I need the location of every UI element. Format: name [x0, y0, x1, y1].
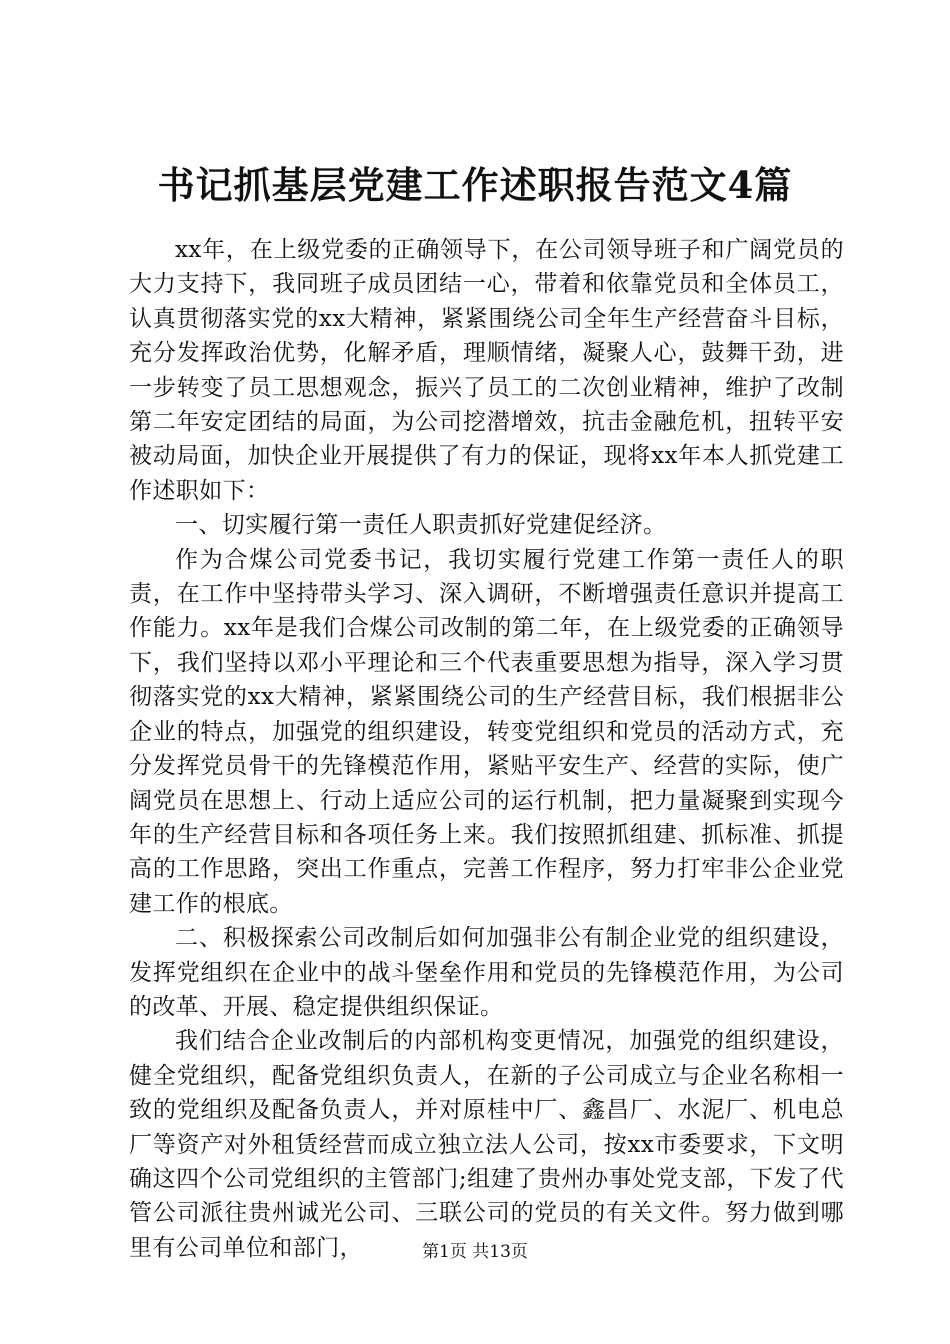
paragraph-section-1: 作为合煤公司党委书记，我切实履行党建工作第一责任人的职责，在工作中坚持带头学习、深入调研，不断增强责任意识并提高工作能力。xx年是我们合煤公司改制的第二年，在上级党委的正确领导下，我们坚持以邓小平理论和三个代表重要思想为指导，深入学习贯彻落实党的xx大精神，紧紧围绕公司的生产经营目标，我们根据非公企业的特点，加强党的组织建设，转变党组织和党员的活动方式，充分发挥党员骨干的先锋模范作用，紧贴平安生产、经营的实际，使广阔党员在思想上、行动上适应公司的运行机制，把力量凝聚到实现今年的生产经营目标和各项任务上来。我们按照抓组建、抓标准、抓提高的工作思路，突出工作重点，完善工作程序，努力打牢非公企业党建工作的根底。 [129, 546, 844, 917]
paragraph-section-2: 我们结合企业改制后的内部机构变更情况，加强党的组织建设，健全党组织，配备党组织负责人，在新的子公司成立与企业名称相一致的党组织及配备负责人，并对原桂中厂、鑫昌厂、水泥厂、机电总厂等资产对外租赁经营而成立独立法人公司，按xx市委要求，下文明确这四个公司党组织的主管部门;组建了贵州办事处党支部，下发了代管公司派往贵州诚光公司、三联公司的党员的有关文件。努力做到哪里有公司单位和部门， [129, 1028, 844, 1261]
page-number: 第1页 共13页 [422, 1242, 528, 1262]
section-heading-1: 一、切实履行第一责任人职责抓好党建促经济。 [175, 512, 667, 539]
section-heading-2: 二、积极探索公司改制后如何加强非公有制企业党的组织建设，发挥党组织在企业中的战斗堡垒作用和党员的先锋模范作用，为公司的改革、开展、稳定提供组织保证。 [129, 925, 844, 1020]
document-title: 书记抓基层党建工作述职报告范文4篇 [157, 163, 793, 207]
document-body [129, 233, 844, 1265]
paragraph-intro: xx年，在上级党委的正确领导下，在公司领导班子和广阔党员的大力支持下，我同班子成员团结一心，带着和依靠党员和全体员工，认真贯彻落实党的xx大精神，紧紧围绕公司全年生产经营奋斗目标，充分发挥政治优势，化解矛盾，理顺情绪，凝聚人心，鼓舞干劲，进一步转变了员工思想观念，振兴了员工的二次创业精神，维护了改制第二年安定团结的局面，为公司挖潜增效，抗击金融危机，扭转平安被动局面，加快企业开展提供了有力的保证，现将xx年本人抓党建工作述职如下： [129, 237, 844, 504]
